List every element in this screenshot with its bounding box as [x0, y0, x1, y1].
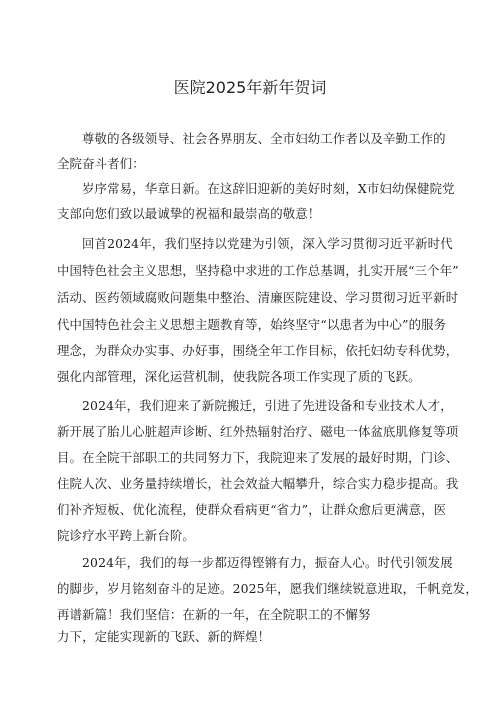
document-title: 医院2025年新年贺词	[173, 78, 327, 97]
paragraph-3-line-4: 住院人次、业务量持续增长，社会效益大幅攀升，综合实力稳步提高。我	[57, 476, 459, 491]
paragraph-2-line-3: 活动、医药领域腐败问题集中整治、清廉医院建设、学习贯彻习近平新时	[57, 290, 459, 305]
paragraph-2-line-5: 理念，为群众办实事、办好事，围绕全年工作目标，依托妇幼专科优势，	[57, 343, 459, 358]
greeting-line-2: 全院奋斗者们：	[57, 156, 145, 171]
paragraph-2-line-1: 回首2024年，我们坚持以党建为引领，深入学习贯彻习近平新时代	[82, 236, 453, 251]
paragraph-1-line-2: 支部向您们致以最诚挚的祝福和最崇高的敬意！	[57, 206, 321, 221]
paragraph-3-line-6: 院诊疗水平跨上新台阶。	[57, 528, 195, 543]
paragraph-3-line-5: 们补齐短板、优化流程，使群众看病更“省力”，让群众愈后更满意，医	[57, 502, 447, 517]
paragraph-2-line-6: 强化内部管理，深化运营机制，使我院各项工作实现了质的飞跃。	[57, 369, 421, 384]
paragraph-4-line-2: 的脚步，岁月铭刻奋斗的足迹。2025年，愿我们继续锐意进取，千帆竞发，	[57, 581, 478, 596]
paragraph-2-line-4: 代中国特色社会主义思想主题教育等，始终坚守“以患者为中心”的服务	[57, 317, 447, 332]
paragraph-4-line-1: 2024年，我们的每一步都迈得铿锵有力，振奋人心。时代引领发展	[82, 555, 453, 570]
paragraph-1-line-1: 岁序常易，华章日新。在这辞旧迎新的美好时刻，X市妇幼保健院党	[82, 181, 455, 196]
paragraph-2-line-2: 中国特色社会主义思想，坚持稳中求进的工作总基调，扎实开展“三个年”	[57, 263, 459, 278]
paragraph-3-line-3: 目。在全院干部职工的共同努力下，我院迎来了发展的最好时期，门诊、	[57, 450, 459, 465]
paragraph-4-line-3: 再谱新篇！我们坚信：在新的一年，在全院职工的不懈努	[57, 607, 371, 622]
paragraph-3-line-1: 2024年，我们迎来了新院搬迁，引进了先进设备和专业技术人才，	[82, 398, 453, 413]
paragraph-3-line-2: 新开展了胎儿心脏超声诊断、红外热辐射治疗、磁电一体盆底肌修复等项	[57, 424, 459, 439]
greeting-line-1: 尊敬的各级领导、社会各界朋友、全市妇幼工作者以及辛勤工作的	[82, 131, 446, 146]
paragraph-4-line-4: 力下，定能实现新的飞跃、新的辉煌！	[57, 629, 271, 644]
